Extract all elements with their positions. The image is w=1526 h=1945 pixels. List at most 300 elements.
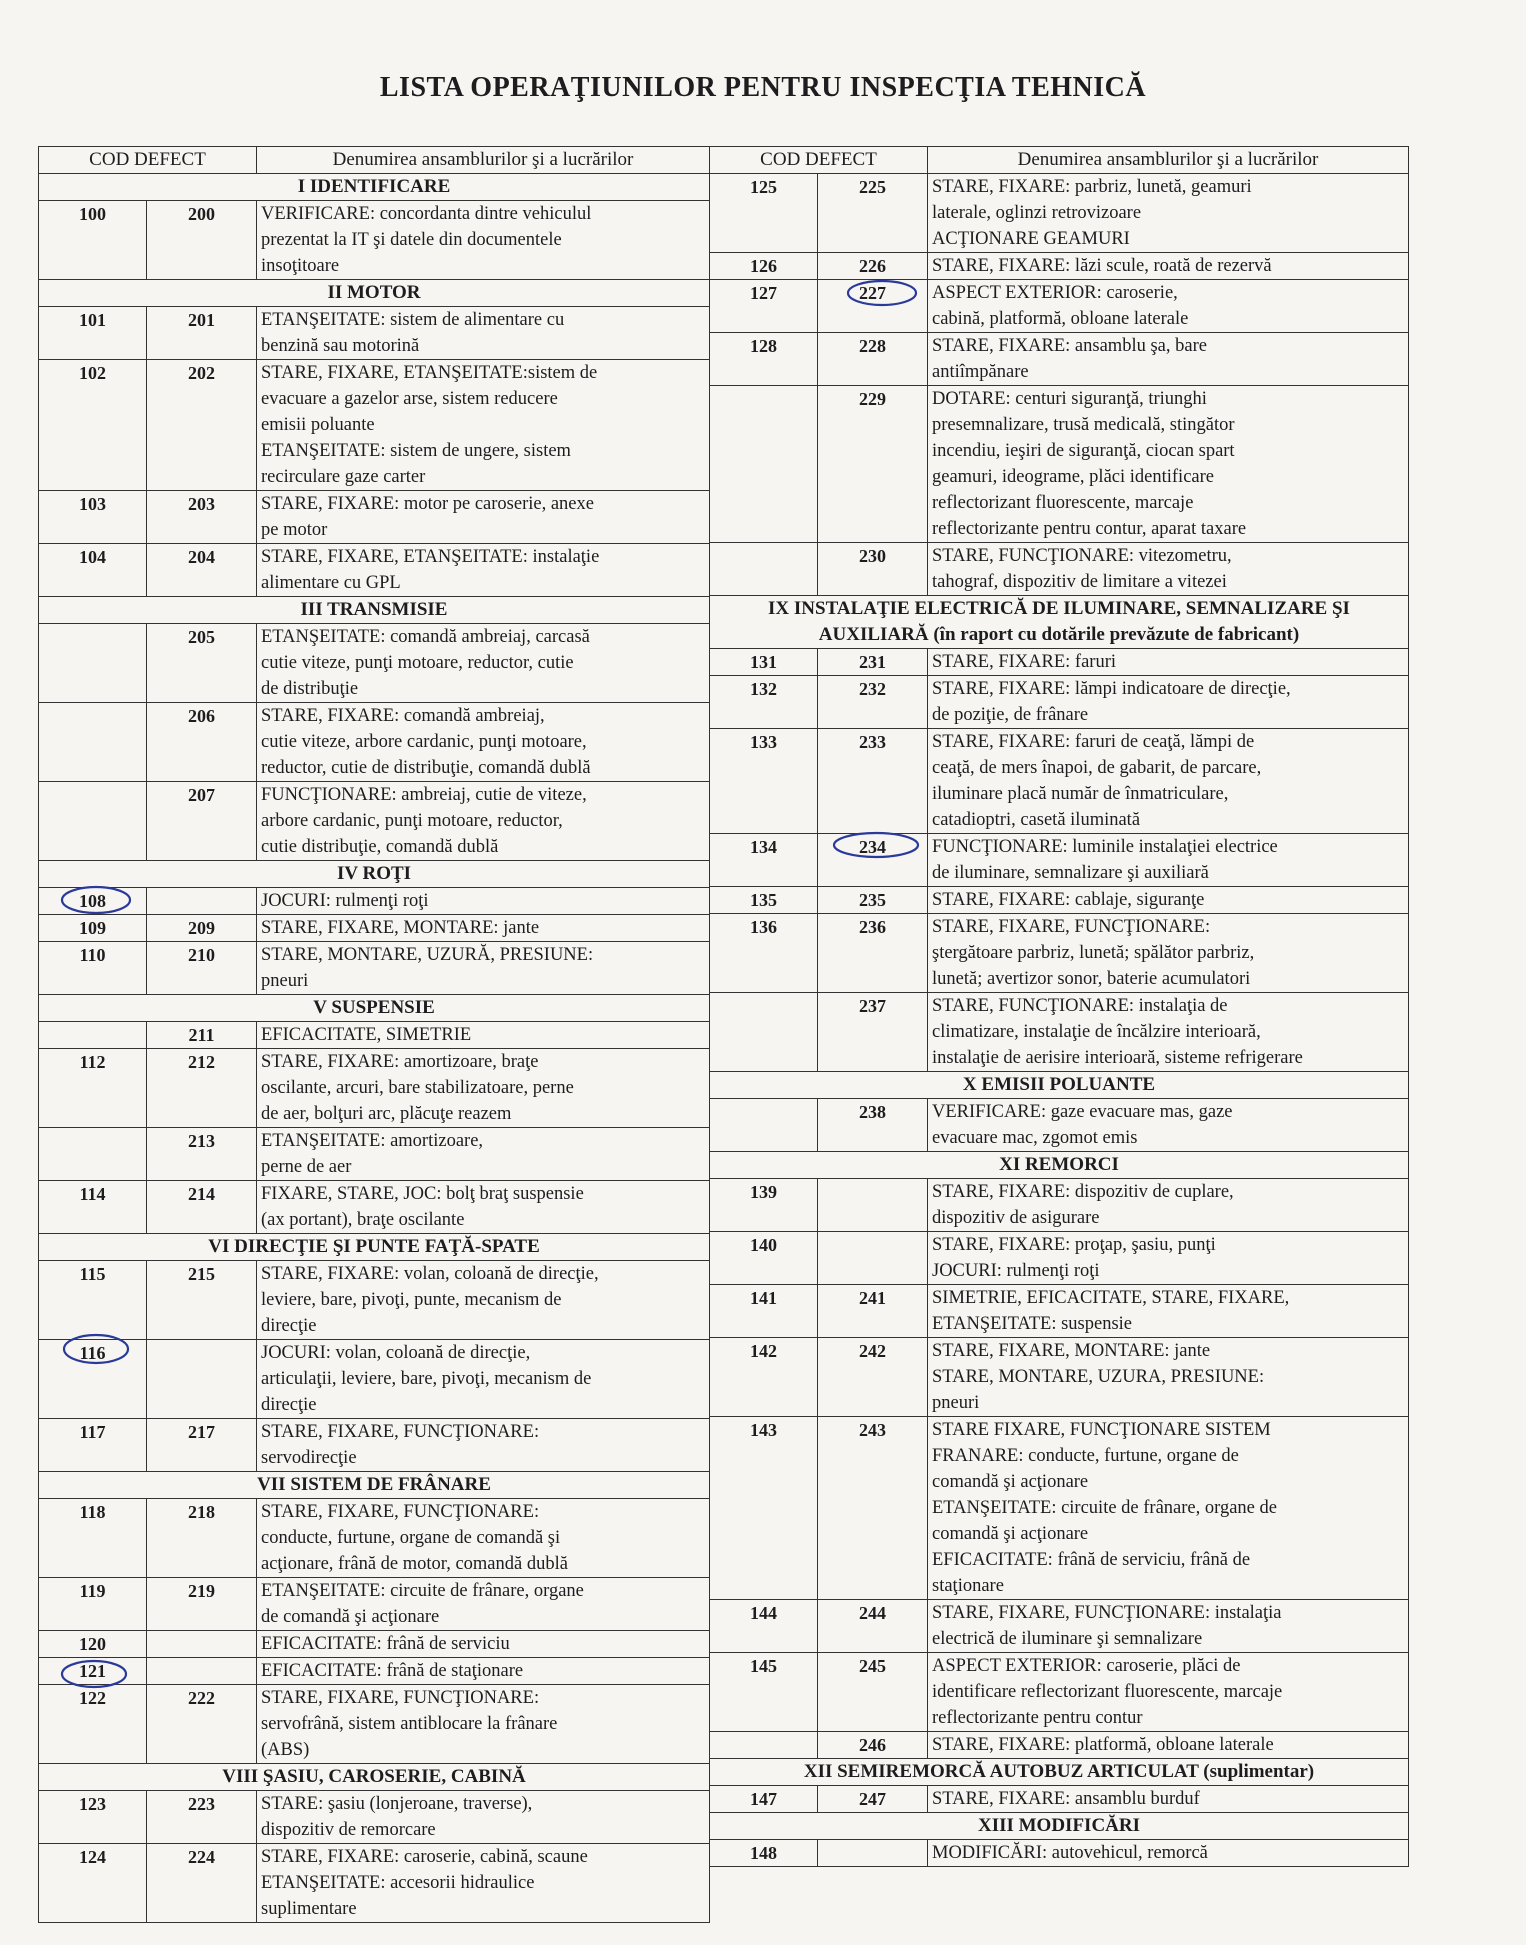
defect-code-1: 133 xyxy=(710,729,818,834)
defect-row xyxy=(39,782,710,861)
defect-row xyxy=(39,1181,710,1234)
description-line: (ax portant), braţe oscilante xyxy=(261,1210,465,1230)
defect-row xyxy=(710,729,1409,834)
description-line: ETANŞEITATE: suspensie xyxy=(932,1314,1132,1334)
defect-description xyxy=(257,1181,710,1234)
defect-row xyxy=(710,1285,1409,1338)
description-line: STARE, FIXARE, ETANŞEITATE: instalaţie xyxy=(261,547,600,567)
description-line: STARE, FIXARE, MONTARE: jante xyxy=(261,918,540,938)
description-line: cutie viteze, arbore cardanic, punţi motoare, xyxy=(261,732,587,752)
defect-row xyxy=(39,1685,710,1764)
defect-code-2 xyxy=(147,888,257,915)
header-code: COD DEFECT xyxy=(710,147,928,174)
defect-code-1: 104 xyxy=(39,544,147,597)
description-line: STARE, FIXARE: ansamblu şa, bare xyxy=(932,336,1207,356)
defect-row xyxy=(710,333,1409,386)
defect-description xyxy=(928,649,1409,676)
section-title xyxy=(710,1152,1409,1179)
defect-code-2: 217 xyxy=(147,1419,257,1472)
description-line: FIXARE, STARE, JOC: bolţ braţ suspensie xyxy=(261,1184,584,1204)
description-line: JOCURI: rulmenţi roţi xyxy=(932,1261,1100,1281)
defect-description xyxy=(257,1419,710,1472)
description-line: STARE, FIXARE: parbriz, lunetă, geamuri xyxy=(932,177,1252,197)
defect-row xyxy=(710,1786,1409,1813)
defect-description xyxy=(257,360,710,491)
description-line: reflectorizante pentru contur, aparat taxare xyxy=(932,519,1247,539)
description-line: (ABS) xyxy=(261,1740,310,1760)
description-line: STARE, FIXARE, ETANŞEITATE:sistem de xyxy=(261,363,598,383)
defect-code-2: 200 xyxy=(147,201,257,280)
defect-row xyxy=(39,1499,710,1578)
description-line: lunetă; avertizor sonor, baterie acumulatori xyxy=(932,969,1251,989)
description-line: STARE, FIXARE: volan, coloană de direcţie, xyxy=(261,1264,599,1284)
defect-row xyxy=(39,1658,710,1685)
description-line: STARE, FIXARE, FUNCŢIONARE: xyxy=(932,917,1211,937)
defect-code-1: 134 xyxy=(710,834,818,887)
description-line: STARE, MONTARE, UZURA, PRESIUNE: xyxy=(932,1367,1265,1387)
description-line: reflectorizant fluorescente, marcaje xyxy=(932,493,1194,513)
defect-code-1: 123 xyxy=(39,1791,147,1844)
description-line: MODIFICĂRI: autovehicul, remorcă xyxy=(932,1843,1208,1863)
left-defect-table xyxy=(38,146,710,1923)
defect-code-1: 103 xyxy=(39,491,147,544)
defect-code-1: 142 xyxy=(710,1338,818,1417)
defect-code-1: 136 xyxy=(710,914,818,993)
defect-description xyxy=(257,201,710,280)
section-row xyxy=(39,861,710,888)
description-line: cabină, platformă, obloane laterale xyxy=(932,309,1189,329)
defect-code-1: 125 xyxy=(710,174,818,253)
defect-code-1: 141 xyxy=(710,1285,818,1338)
defect-description xyxy=(928,253,1409,280)
header-code: COD DEFECT xyxy=(39,147,257,174)
description-line: servodirecţie xyxy=(261,1448,357,1468)
description-line: cutie distribuţie, comandă dublă xyxy=(261,837,499,857)
section-title-line: I IDENTIFICARE xyxy=(297,176,451,197)
defect-row xyxy=(39,1261,710,1340)
description-line: comandă şi acţionare xyxy=(932,1472,1089,1492)
header-desc: Denumirea ansamblurilor şi a lucrărilor xyxy=(257,147,710,174)
description-line: climatizare, instalaţie de încălzire interioară, xyxy=(932,1022,1261,1042)
description-line: articulaţii, leviere, bare, pivoţi, mecanism de xyxy=(261,1369,592,1389)
defect-description xyxy=(257,1791,710,1844)
defect-code-2: 243 xyxy=(818,1417,928,1600)
defect-code-1: 143 xyxy=(710,1417,818,1600)
defect-code-1 xyxy=(39,1128,147,1181)
defect-row xyxy=(39,1631,710,1658)
defect-code-2: 235 xyxy=(818,887,928,914)
section-title-line: XI REMORCI xyxy=(999,1154,1119,1175)
defect-description xyxy=(928,1285,1409,1338)
description-line: STARE, FIXARE: lămpi indicatoare de direcţie, xyxy=(932,679,1291,699)
defect-description xyxy=(257,624,710,703)
description-line: reflectorizante pentru contur xyxy=(932,1708,1143,1728)
section-row xyxy=(39,995,710,1022)
defect-code-2: 219 xyxy=(147,1578,257,1631)
section-row xyxy=(710,1759,1409,1786)
description-line: alimentare cu GPL xyxy=(261,573,401,593)
defect-description xyxy=(257,888,710,915)
defect-code-2: 246 xyxy=(818,1732,928,1759)
description-line: STARE, FIXARE: amortizoare, braţe xyxy=(261,1052,539,1072)
description-line: cutie viteze, punţi motoare, reductor, cutie xyxy=(261,653,574,673)
defect-row xyxy=(710,543,1409,596)
description-line: STARE, FUNCŢIONARE: vitezometru, xyxy=(932,546,1232,566)
defect-code-1: 122 xyxy=(39,1685,147,1764)
description-line: DOTARE: centuri siguranţă, triunghi xyxy=(932,389,1207,409)
defect-row xyxy=(39,703,710,782)
defect-description xyxy=(257,491,710,544)
defect-row xyxy=(39,1128,710,1181)
defect-description xyxy=(928,834,1409,887)
defect-description xyxy=(257,1685,710,1764)
defect-code-1 xyxy=(39,782,147,861)
description-line: ETANŞEITATE: amortizoare, xyxy=(261,1131,484,1151)
defect-row xyxy=(39,1049,710,1128)
section-title xyxy=(39,1472,710,1499)
defect-row xyxy=(710,993,1409,1072)
defect-row xyxy=(710,1232,1409,1285)
defect-row xyxy=(710,1099,1409,1152)
defect-description xyxy=(257,1631,710,1658)
section-title-line: XII SEMIREMORCĂ AUTOBUZ ARTICULAT (suplimentar) xyxy=(803,1761,1315,1782)
defect-row xyxy=(39,201,710,280)
section-row xyxy=(710,596,1409,649)
description-line: ACŢIONARE GEAMURI xyxy=(932,229,1130,249)
section-row xyxy=(710,1152,1409,1179)
defect-description xyxy=(257,544,710,597)
defect-description xyxy=(257,1049,710,1128)
defect-description xyxy=(257,915,710,942)
defect-code-2 xyxy=(818,1840,928,1867)
description-line: recirculare gaze carter xyxy=(261,467,426,487)
defect-description xyxy=(257,782,710,861)
defect-row xyxy=(39,360,710,491)
defect-row xyxy=(39,624,710,703)
section-row xyxy=(39,1472,710,1499)
section-title-line: VIII ŞASIU, CAROSERIE, CABINĂ xyxy=(222,1766,526,1787)
defect-description xyxy=(928,543,1409,596)
defect-code-1: 121 xyxy=(39,1658,147,1685)
defect-code-2: 242 xyxy=(818,1338,928,1417)
description-line: incendiu, ieşiri de siguranţă, ciocan spart xyxy=(932,441,1235,461)
defect-code-2: 233 xyxy=(818,729,928,834)
description-line: de iluminare, semnalizare şi auxiliară xyxy=(932,863,1209,883)
defect-code-1: 147 xyxy=(710,1786,818,1813)
defect-code-1: 148 xyxy=(710,1840,818,1867)
description-line: ETANŞEITATE: sistem de alimentare cu xyxy=(261,310,565,330)
description-line: STARE FIXARE, FUNCŢIONARE SISTEM xyxy=(932,1420,1271,1440)
header-row xyxy=(710,147,1409,174)
defect-code-1: 114 xyxy=(39,1181,147,1234)
defect-description xyxy=(257,1578,710,1631)
description-line: suplimentare xyxy=(261,1899,357,1919)
defect-code-2: 210 xyxy=(147,942,257,995)
description-line: de comandă şi acţionare xyxy=(261,1607,440,1627)
defect-code-1: 109 xyxy=(39,915,147,942)
defect-code-1 xyxy=(710,1732,818,1759)
defect-row xyxy=(710,887,1409,914)
section-row xyxy=(39,1234,710,1261)
description-line: STARE, FIXARE, MONTARE: jante xyxy=(932,1341,1211,1361)
defect-description xyxy=(928,914,1409,993)
description-line: ASPECT EXTERIOR: caroserie, xyxy=(932,283,1178,303)
defect-row xyxy=(39,491,710,544)
section-title xyxy=(39,1764,710,1791)
defect-description xyxy=(928,1179,1409,1232)
description-line: insoţitoare xyxy=(261,256,340,276)
defect-row xyxy=(39,888,710,915)
defect-code-1 xyxy=(39,624,147,703)
defect-code-2: 212 xyxy=(147,1049,257,1128)
defect-row xyxy=(710,1732,1409,1759)
section-title-line: XIII MODIFICĂRI xyxy=(977,1815,1141,1836)
defect-code-2 xyxy=(147,1631,257,1658)
defect-row xyxy=(710,174,1409,253)
defect-code-2: 223 xyxy=(147,1791,257,1844)
defect-code-2: 244 xyxy=(818,1600,928,1653)
defect-code-2: 201 xyxy=(147,307,257,360)
defect-description xyxy=(928,729,1409,834)
defect-code-1: 115 xyxy=(39,1261,147,1340)
description-line: STARE, FIXARE: faruri de ceaţă, lămpi de xyxy=(932,732,1255,752)
defect-row xyxy=(39,915,710,942)
description-line: leviere, bare, pivoţi, punte, mecanism de xyxy=(261,1290,562,1310)
defect-code-1: 108 xyxy=(39,888,147,915)
description-line: tahograf, dispozitiv de limitare a vitezei xyxy=(932,572,1227,592)
defect-row xyxy=(710,1653,1409,1732)
defect-code-2: 236 xyxy=(818,914,928,993)
defect-code-2 xyxy=(147,1658,257,1685)
section-title xyxy=(39,861,710,888)
description-line: ETANŞEITATE: accesorii hidraulice xyxy=(261,1873,535,1893)
defect-row xyxy=(39,1578,710,1631)
description-line: iluminare placă număr de înmatriculare, xyxy=(932,784,1229,804)
defect-row xyxy=(710,914,1409,993)
defect-code-2: 214 xyxy=(147,1181,257,1234)
section-title-line: V SUSPENSIE xyxy=(313,997,435,1018)
defect-code-2: 241 xyxy=(818,1285,928,1338)
defect-code-1: 128 xyxy=(710,333,818,386)
defect-description xyxy=(928,280,1409,333)
defect-code-2: 232 xyxy=(818,676,928,729)
description-line: EFICACITATE: frână de staţionare xyxy=(261,1661,524,1681)
defect-code-2 xyxy=(818,1179,928,1232)
description-line: JOCURI: volan, coloană de direcţie, xyxy=(261,1343,531,1363)
description-line: direcţie xyxy=(261,1316,317,1336)
defect-code-1: 101 xyxy=(39,307,147,360)
header-row xyxy=(39,147,710,174)
description-line: STARE, FIXARE: proţap, şasiu, punţi xyxy=(932,1235,1216,1255)
section-title xyxy=(39,995,710,1022)
description-line: prezentat la IT şi datele din documentele xyxy=(261,230,562,250)
description-line: laterale, oglinzi retrovizoare xyxy=(932,203,1142,223)
defect-row xyxy=(39,1791,710,1844)
description-line: evacuare a gazelor arse, sistem reducere xyxy=(261,389,558,409)
description-line: ETANŞEITATE: circuite de frânare, organe de xyxy=(932,1498,1277,1518)
defect-code-2: 228 xyxy=(818,333,928,386)
defect-description xyxy=(257,1261,710,1340)
defect-code-1 xyxy=(710,543,818,596)
defect-description xyxy=(928,1338,1409,1417)
section-row xyxy=(39,280,710,307)
defect-description xyxy=(257,942,710,995)
description-line: pneuri xyxy=(932,1393,980,1413)
description-line: instalaţie de aerisire interioară, sisteme refrigerare xyxy=(932,1048,1303,1068)
description-line: direcţie xyxy=(261,1395,317,1415)
description-line: ETANŞEITATE: comandă ambreiaj, carcasă xyxy=(261,627,590,647)
description-line: EFICACITATE: frână de serviciu xyxy=(261,1634,510,1654)
defect-row xyxy=(710,676,1409,729)
defect-code-2: 204 xyxy=(147,544,257,597)
defect-code-2: 222 xyxy=(147,1685,257,1764)
defect-code-2: 225 xyxy=(818,174,928,253)
defect-code-1 xyxy=(39,1022,147,1049)
defect-code-1 xyxy=(39,703,147,782)
defect-description xyxy=(928,1786,1409,1813)
description-line: presemnalizare, trusă medicală, stingător xyxy=(932,415,1235,435)
defect-code-1: 126 xyxy=(710,253,818,280)
defect-code-1 xyxy=(710,386,818,543)
defect-code-1: 117 xyxy=(39,1419,147,1472)
section-row xyxy=(39,174,710,201)
section-row xyxy=(710,1072,1409,1099)
defect-description xyxy=(928,333,1409,386)
description-line: FRANARE: conducte, furtune, organe de xyxy=(932,1446,1239,1466)
defect-code-2 xyxy=(818,1232,928,1285)
description-line: EFICACITATE, SIMETRIE xyxy=(261,1025,472,1045)
defect-code-2: 203 xyxy=(147,491,257,544)
description-line: JOCURI: rulmenţi roţi xyxy=(261,891,429,911)
description-line: reductor, cutie de distribuţie, comandă dublă xyxy=(261,758,591,778)
defect-code-2: 218 xyxy=(147,1499,257,1578)
defect-code-2: 238 xyxy=(818,1099,928,1152)
defect-code-2: 207 xyxy=(147,782,257,861)
right-defect-table xyxy=(709,146,1409,1867)
page-title: LISTA OPERAŢIUNILOR PENTRU INSPECŢIA TEHNICĂ xyxy=(379,72,1147,103)
defect-code-1: 135 xyxy=(710,887,818,914)
description-line: acţionare, frână de motor, comandă dublă xyxy=(261,1554,568,1574)
defect-code-2: 224 xyxy=(147,1844,257,1923)
defect-code-1: 132 xyxy=(710,676,818,729)
defect-code-2: 209 xyxy=(147,915,257,942)
defect-row xyxy=(710,1179,1409,1232)
defect-row xyxy=(39,942,710,995)
defect-description xyxy=(257,1499,710,1578)
defect-code-1: 116 xyxy=(39,1340,147,1419)
defect-code-2: 211 xyxy=(147,1022,257,1049)
section-title xyxy=(710,1072,1409,1099)
defect-row xyxy=(710,1338,1409,1417)
description-line: pe motor xyxy=(261,520,328,540)
description-line: STARE, FIXARE: cablaje, siguranţe xyxy=(932,890,1205,910)
description-line: electrică de iluminare şi semnalizare xyxy=(932,1629,1203,1649)
description-line: VERIFICARE: gaze evacuare mas, gaze xyxy=(932,1102,1233,1122)
defect-code-1: 127 xyxy=(710,280,818,333)
section-row xyxy=(710,1813,1409,1840)
defect-row xyxy=(39,1844,710,1923)
description-line: ASPECT EXTERIOR: caroserie, plăci de xyxy=(932,1656,1241,1676)
defect-row xyxy=(39,307,710,360)
defect-row xyxy=(710,1840,1409,1867)
description-line: emisii poluante xyxy=(261,415,375,435)
description-line: geamuri, ideograme, plăci identificare xyxy=(932,467,1214,487)
description-line: catadioptri, casetă iluminată xyxy=(932,810,1141,830)
defect-code-1: 120 xyxy=(39,1631,147,1658)
description-line: dispozitiv de asigurare xyxy=(932,1208,1100,1228)
description-line: FUNCŢIONARE: ambreiaj, cutie de viteze, xyxy=(261,785,587,805)
description-line: servofrână, sistem antiblocare la frânare xyxy=(261,1714,558,1734)
description-line: SIMETRIE, EFICACITATE, STARE, FIXARE, xyxy=(932,1288,1290,1308)
description-line: comandă şi acţionare xyxy=(932,1524,1089,1544)
section-title-line: II MOTOR xyxy=(327,282,421,303)
defect-description xyxy=(928,887,1409,914)
defect-code-1: 102 xyxy=(39,360,147,491)
defect-code-2: 234 xyxy=(818,834,928,887)
description-line: dispozitiv de remorcare xyxy=(261,1820,436,1840)
description-line: STARE, FIXARE: motor pe caroserie, anexe xyxy=(261,494,594,514)
defect-code-2: 213 xyxy=(147,1128,257,1181)
description-line: EFICACITATE: frână de serviciu, frână de xyxy=(932,1550,1251,1570)
description-line: ETANŞEITATE: circuite de frânare, organe xyxy=(261,1581,584,1601)
description-line: STARE, FIXARE: comandă ambreiaj, xyxy=(261,706,545,726)
defect-row xyxy=(710,649,1409,676)
description-line: STARE, MONTARE, UZURĂ, PRESIUNE: xyxy=(261,945,594,965)
defect-code-2: 206 xyxy=(147,703,257,782)
defect-code-2: 237 xyxy=(818,993,928,1072)
defect-code-2: 215 xyxy=(147,1261,257,1340)
section-row xyxy=(39,1764,710,1791)
defect-code-2: 205 xyxy=(147,624,257,703)
description-line: STARE, FIXARE: caroserie, cabină, scaune xyxy=(261,1847,588,1867)
defect-row xyxy=(710,1600,1409,1653)
section-title-line: VII SISTEM DE FRÂNARE xyxy=(257,1474,491,1495)
description-line: antiîmpănare xyxy=(932,362,1029,382)
defect-code-1 xyxy=(710,993,818,1072)
defect-description xyxy=(257,1658,710,1685)
defect-code-1: 112 xyxy=(39,1049,147,1128)
description-line: FUNCŢIONARE: luminile instalaţiei electrice xyxy=(932,837,1278,857)
defect-code-1: 118 xyxy=(39,1499,147,1578)
defect-row xyxy=(710,280,1409,333)
defect-code-1: 119 xyxy=(39,1578,147,1631)
section-title-line: X EMISII POLUANTE xyxy=(962,1074,1156,1095)
description-line: ceaţă, de mers înapoi, de gabarit, de parcare, xyxy=(932,758,1262,778)
defect-description xyxy=(928,993,1409,1072)
section-title-line: AUXILIARĂ (în raport cu dotările prevăzute de fabricant) xyxy=(818,624,1300,645)
description-line: STARE, FIXARE, FUNCŢIONARE: xyxy=(261,1422,540,1442)
section-title xyxy=(710,1813,1409,1840)
header-desc: Denumirea ansamblurilor şi a lucrărilor xyxy=(928,147,1409,174)
section-title-line: IV ROŢI xyxy=(336,863,412,884)
defect-description xyxy=(257,1128,710,1181)
defect-code-1: 100 xyxy=(39,201,147,280)
defect-code-2: 247 xyxy=(818,1786,928,1813)
defect-description xyxy=(928,386,1409,543)
description-line: VERIFICARE: concordanta dintre vehiculul xyxy=(261,204,592,224)
description-line: STARE, FIXARE: platformă, obloane laterale xyxy=(932,1735,1274,1755)
section-title-line: III TRANSMISIE xyxy=(300,599,448,620)
section-title xyxy=(710,1759,1409,1786)
section-title xyxy=(39,174,710,201)
defect-code-1: 124 xyxy=(39,1844,147,1923)
defect-description xyxy=(928,1099,1409,1152)
description-line: STARE, FIXARE: lăzi scule, roată de rezervă xyxy=(932,256,1272,276)
defect-description xyxy=(928,174,1409,253)
defect-code-2: 227 xyxy=(818,280,928,333)
description-line: pneuri xyxy=(261,971,309,991)
section-title xyxy=(39,280,710,307)
